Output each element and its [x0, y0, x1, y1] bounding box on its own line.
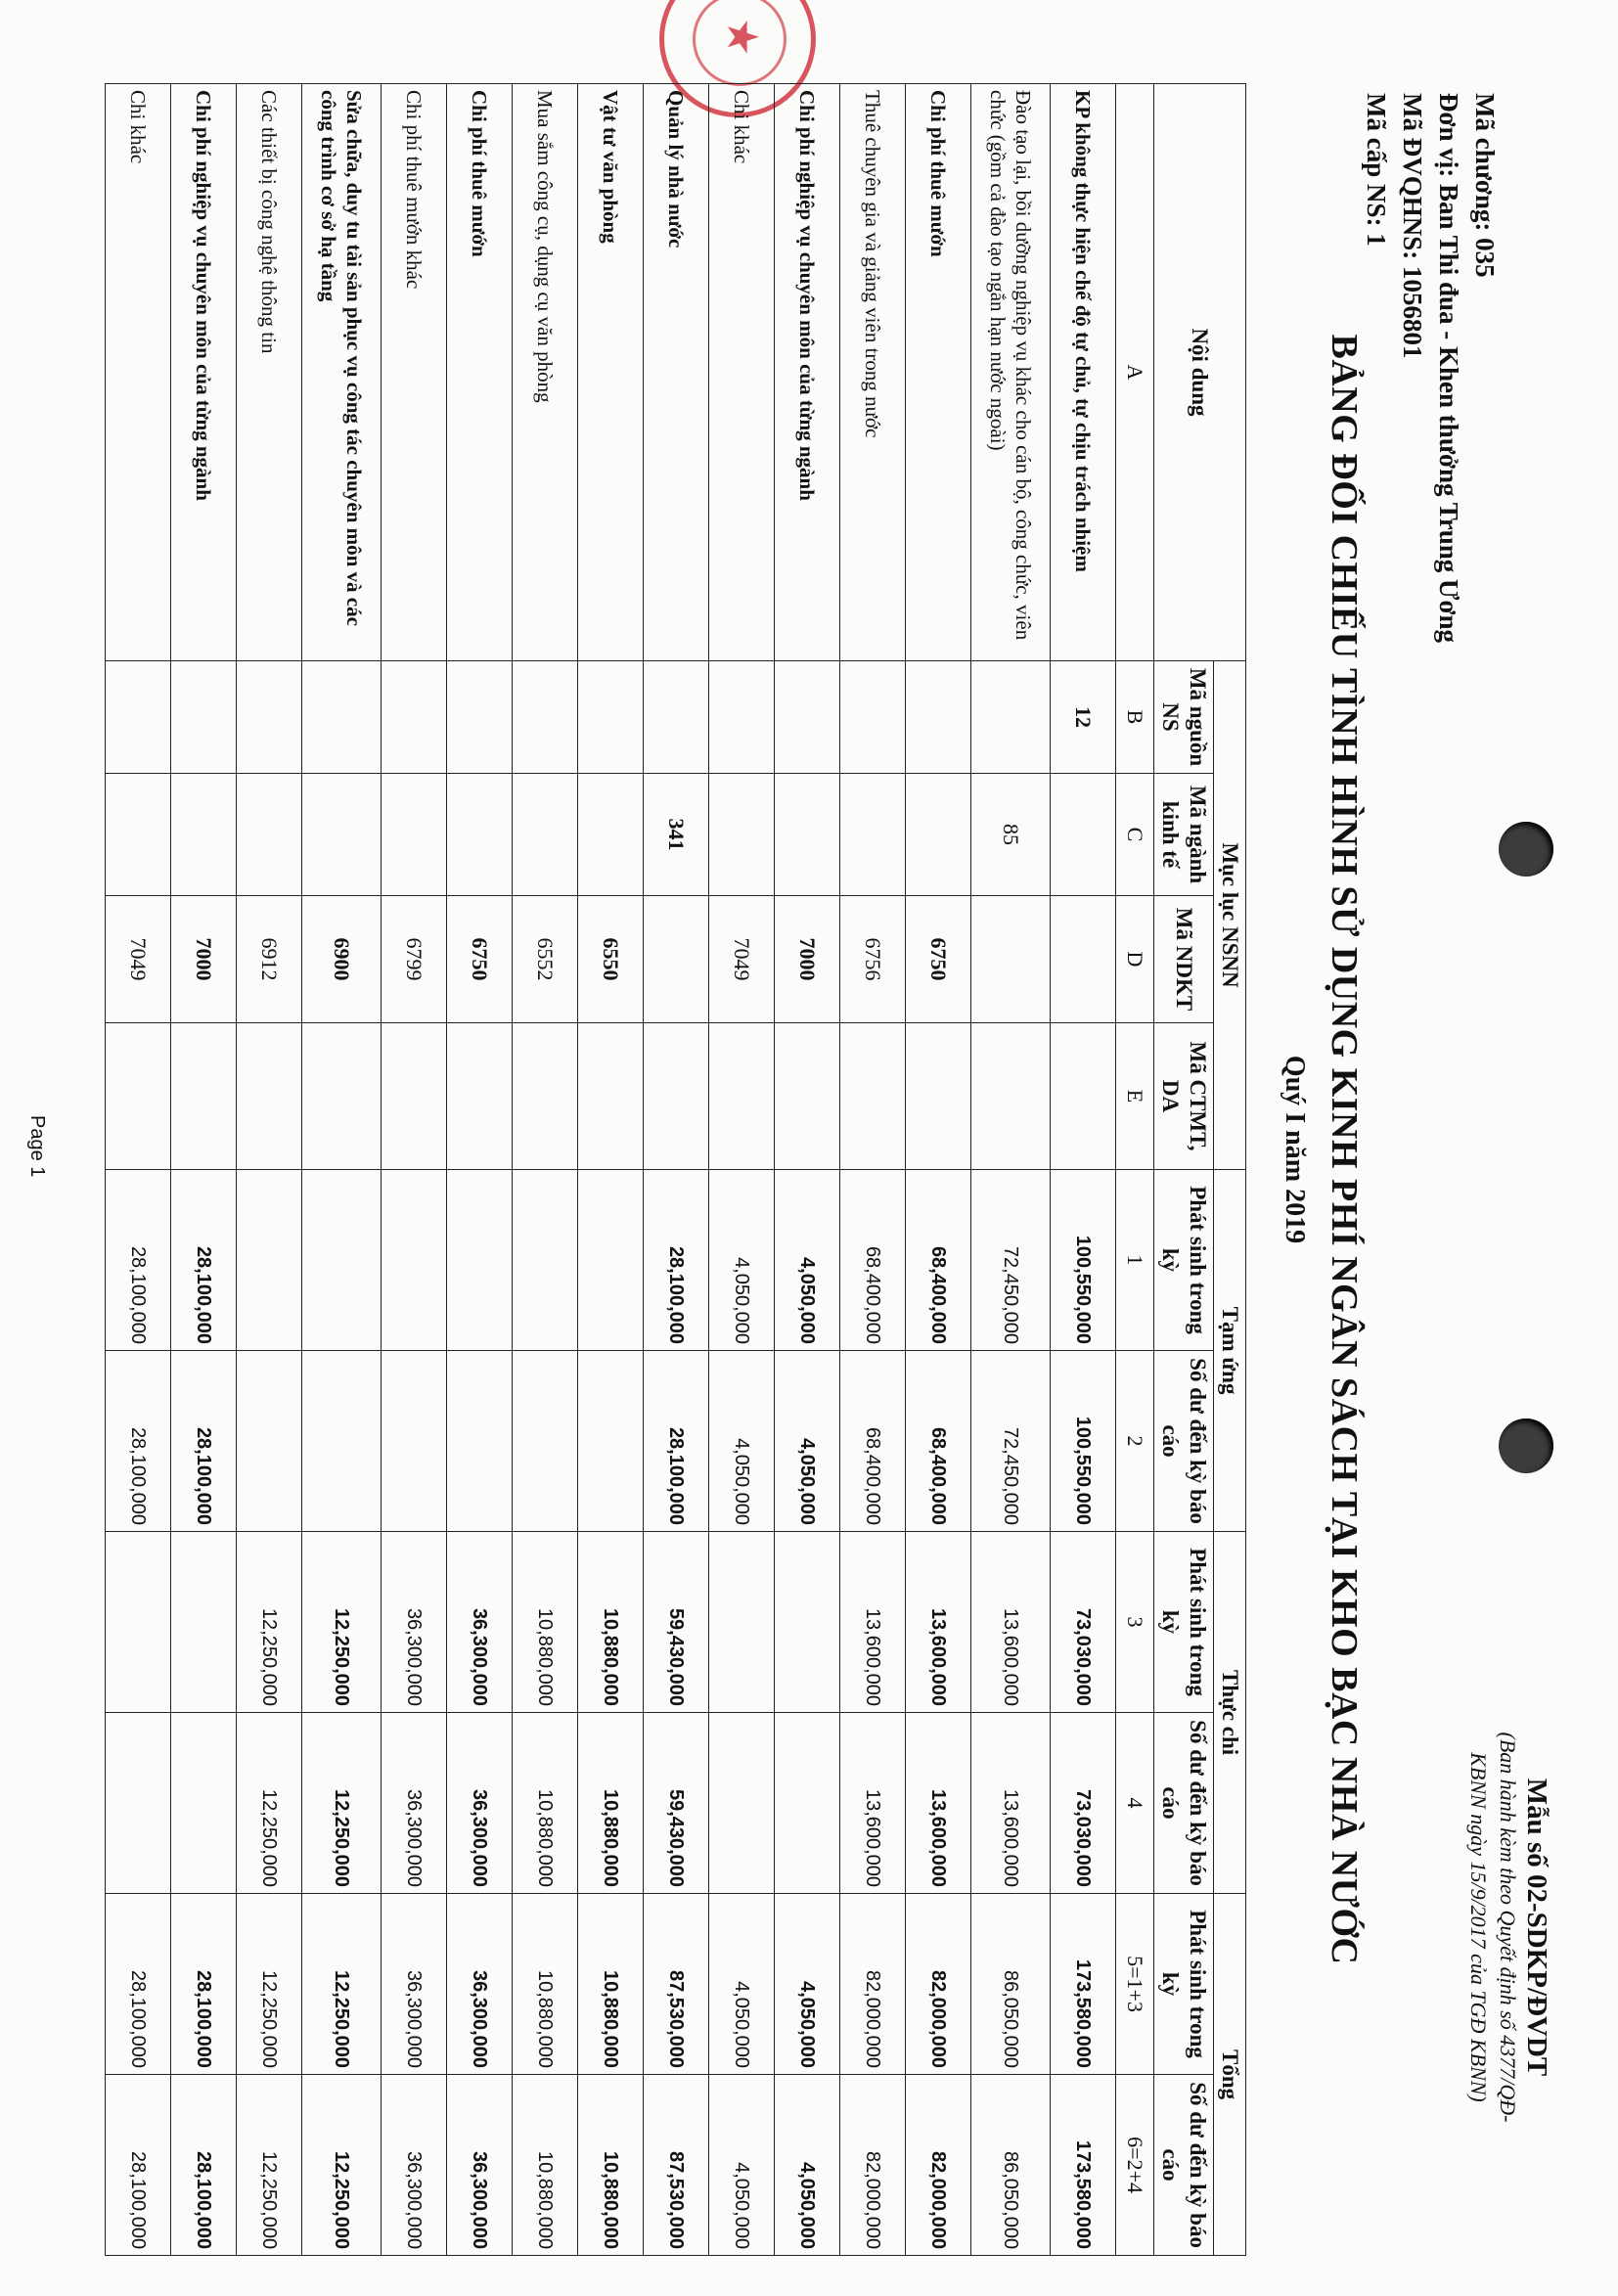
row-total-balance: 28,100,000 [171, 2075, 237, 2256]
row-actual-balance: 59,430,000 [644, 1713, 709, 1894]
row-actual-arising: 10,880,000 [513, 1532, 578, 1713]
row-program-code [840, 1023, 906, 1170]
form-reference [1463, 1604, 1551, 2250]
row-advance-arising [382, 1170, 447, 1351]
header-total: Tổng [1214, 1894, 1246, 2256]
header-actual: Thực chi [1214, 1532, 1246, 1894]
row-ndkt-code: 7049 [709, 896, 775, 1023]
table-row [644, 84, 709, 2256]
index-cell: 4 [1116, 1713, 1154, 1894]
row-program-code [709, 1023, 775, 1170]
row-sector-code [1051, 774, 1116, 896]
budget-unit-code: Mã ĐVQHNS: 1056801 [1398, 93, 1427, 359]
header-budget-catalog: Mục lục NSNN [1214, 661, 1246, 1170]
header-source-code: Mã nguồn NS [1154, 661, 1214, 774]
row-sector-code [382, 774, 447, 896]
row-program-code [513, 1023, 578, 1170]
row-ndkt-code: 6750 [447, 896, 513, 1023]
row-content: Thuê chuyên gia và giảng viên trong nước [840, 84, 906, 661]
row-advance-arising: 68,400,000 [906, 1170, 971, 1351]
form-note-line1: (Ban hành kèm theo Quyết định số 4377/QĐ- [1496, 1732, 1520, 2123]
row-source-code [171, 661, 237, 774]
row-total-arising: 4,050,000 [775, 1894, 840, 2075]
table-row [382, 84, 447, 2256]
row-total-arising: 36,300,000 [382, 1894, 447, 2075]
row-content: Mua sắm công cụ, dụng cụ văn phòng [513, 84, 578, 661]
row-advance-balance: 28,100,000 [106, 1351, 171, 1532]
row-program-code [775, 1023, 840, 1170]
header-advance-balance: Số dư đến kỳ báo cáo [1154, 1351, 1214, 1532]
header-content: Nội dung [1154, 84, 1246, 661]
row-source-code [302, 661, 382, 774]
row-advance-balance [382, 1351, 447, 1532]
row-sector-code [447, 774, 513, 896]
row-total-balance: 87,530,000 [644, 2075, 709, 2256]
table-row [840, 84, 906, 2256]
row-source-code [644, 661, 709, 774]
row-advance-arising: 100,550,000 [1051, 1170, 1116, 1351]
row-total-arising: 12,250,000 [237, 1894, 302, 2075]
row-advance-balance: 68,400,000 [906, 1351, 971, 1532]
row-total-balance: 4,050,000 [775, 2075, 840, 2256]
row-sector-code [106, 774, 171, 896]
row-actual-balance: 73,030,000 [1051, 1713, 1116, 1894]
row-total-balance: 173,580,000 [1051, 2075, 1116, 2256]
row-total-balance: 10,880,000 [513, 2075, 578, 2256]
row-program-code [644, 1023, 709, 1170]
table-row [1051, 84, 1116, 2256]
row-advance-arising: 28,100,000 [171, 1170, 237, 1351]
row-content: Các thiết bị công nghệ thông tin [237, 84, 302, 661]
row-ndkt-code: 7000 [775, 896, 840, 1023]
row-advance-balance [578, 1351, 644, 1532]
row-program-code [906, 1023, 971, 1170]
header-actual-balance: Số dư đến kỳ báo cáo [1154, 1713, 1214, 1894]
row-program-code [1051, 1023, 1116, 1170]
row-actual-balance: 36,300,000 [382, 1713, 447, 1894]
row-advance-balance: 4,050,000 [709, 1351, 775, 1532]
row-sector-code [775, 774, 840, 896]
row-sector-code: 341 [644, 774, 709, 896]
table-row [513, 84, 578, 2256]
row-sector-code [237, 774, 302, 896]
row-actual-balance: 10,880,000 [578, 1713, 644, 1894]
unit-name: Đơn vị: Ban Thi đua - Khen thưởng Trung Ương [1434, 93, 1463, 643]
row-source-code [906, 661, 971, 774]
row-advance-arising: 28,100,000 [644, 1170, 709, 1351]
row-ndkt-code: 6912 [237, 896, 302, 1023]
row-advance-balance: 72,450,000 [971, 1351, 1051, 1532]
row-actual-arising [106, 1532, 171, 1713]
row-advance-balance [302, 1351, 382, 1532]
row-actual-arising: 10,880,000 [578, 1532, 644, 1713]
form-note-line2: KBNN ngày 15/9/2017 của TGĐ KBNN) [1466, 1752, 1491, 2102]
row-source-code [513, 661, 578, 774]
row-content: Quản lý nhà nước [644, 84, 709, 661]
row-advance-arising: 4,050,000 [775, 1170, 840, 1351]
row-advance-arising: 28,100,000 [106, 1170, 171, 1351]
row-actual-balance [171, 1713, 237, 1894]
row-actual-balance [775, 1713, 840, 1894]
row-sector-code [171, 774, 237, 896]
row-program-code [237, 1023, 302, 1170]
header-advance-arising: Phát sinh trong kỳ [1154, 1170, 1214, 1351]
row-content: Chi khác [106, 84, 171, 661]
row-total-balance: 28,100,000 [106, 2075, 171, 2256]
table-row [302, 84, 382, 2256]
table-row [171, 84, 237, 2256]
document-title: BẢNG ĐỐI CHIẾU TÌNH HÌNH SỬ DỤNG KINH PHÍ NGÂN SÁCH TẠI KHO BẠC NHÀ NƯỚC [1324, 334, 1365, 1965]
row-advance-balance: 68,400,000 [840, 1351, 906, 1532]
header-sector-code: Mã ngành kinh tế [1154, 774, 1214, 896]
table-row [906, 84, 971, 2256]
index-cell: 5=1+3 [1116, 1894, 1154, 2075]
index-cell: E [1116, 1023, 1154, 1170]
row-program-code [578, 1023, 644, 1170]
header-info [1358, 93, 1503, 643]
row-ndkt-code: 7049 [106, 896, 171, 1023]
index-cell: 6=2+4 [1116, 2075, 1154, 2256]
row-content: Đào tạo lại, bồi dưỡng nghiệp vụ khác cho cán bộ, công chức, viên chức (gồm cả đào tạo ngắn hạn nước ngoài) [971, 84, 1051, 661]
row-sector-code [840, 774, 906, 896]
table-row [578, 84, 644, 2256]
row-ndkt-code: 6550 [578, 896, 644, 1023]
row-total-arising: 28,100,000 [171, 1894, 237, 2075]
row-actual-balance: 12,250,000 [237, 1713, 302, 1894]
row-actual-balance: 13,600,000 [840, 1713, 906, 1894]
row-content: Sửa chữa, duy tu tài sản phục vụ công tác chuyên môn và các công trình cơ sở hạ tầng [302, 84, 382, 661]
punch-hole [1499, 1418, 1553, 1473]
header-total-arising: Phát sinh trong kỳ [1154, 1894, 1214, 2075]
row-actual-balance [106, 1713, 171, 1894]
row-total-arising: 87,530,000 [644, 1894, 709, 2075]
row-actual-balance [709, 1713, 775, 1894]
row-source-code [578, 661, 644, 774]
index-cell: 2 [1116, 1351, 1154, 1532]
index-row [1116, 84, 1154, 2256]
row-content: Chi khác [709, 84, 775, 661]
row-program-code [382, 1023, 447, 1170]
row-actual-arising: 12,250,000 [237, 1532, 302, 1713]
page-label: Page 1 [26, 1115, 48, 1178]
row-total-arising: 10,880,000 [513, 1894, 578, 2075]
index-cell: A [1116, 84, 1154, 661]
row-sector-code [578, 774, 644, 896]
row-sector-code [906, 774, 971, 896]
row-advance-arising: 72,450,000 [971, 1170, 1051, 1351]
row-content: KP không thực hiện chế độ tự chủ, tự chịu trách nhiệm [1051, 84, 1116, 661]
row-actual-arising: 13,600,000 [906, 1532, 971, 1713]
row-actual-balance: 13,600,000 [906, 1713, 971, 1894]
row-sector-code [709, 774, 775, 896]
row-total-balance: 82,000,000 [840, 2075, 906, 2256]
row-source-code: 12 [1051, 661, 1116, 774]
row-source-code [775, 661, 840, 774]
row-source-code [840, 661, 906, 774]
row-actual-arising: 12,250,000 [302, 1532, 382, 1713]
row-advance-balance [513, 1351, 578, 1532]
header-program-code: Mã CTMT, DA [1154, 1023, 1214, 1170]
row-advance-balance: 28,100,000 [644, 1351, 709, 1532]
row-content: Chi phí nghiệp vụ chuyên môn của từng ngành [775, 84, 840, 661]
row-total-arising: 10,880,000 [578, 1894, 644, 2075]
row-ndkt-code [971, 896, 1051, 1023]
header-ndkt-code: Mã NDKT [1154, 896, 1214, 1023]
seal-star-icon: ★ [718, 18, 766, 57]
row-program-code [302, 1023, 382, 1170]
index-cell: D [1116, 896, 1154, 1023]
row-advance-balance: 28,100,000 [171, 1351, 237, 1532]
table-row [709, 84, 775, 2256]
row-actual-arising: 13,600,000 [971, 1532, 1051, 1713]
row-ndkt-code [1051, 896, 1116, 1023]
row-content: Chi phí thuê mướn [906, 84, 971, 661]
table-row [106, 84, 171, 2256]
row-total-arising: 86,050,000 [971, 1894, 1051, 2075]
row-actual-balance: 13,600,000 [971, 1713, 1051, 1894]
punch-hole [1499, 822, 1553, 877]
row-ndkt-code: 6756 [840, 896, 906, 1023]
header-advance: Tạm ứng [1214, 1170, 1246, 1532]
row-source-code [709, 661, 775, 774]
row-advance-arising [447, 1170, 513, 1351]
row-actual-arising: 59,430,000 [644, 1532, 709, 1713]
row-source-code [447, 661, 513, 774]
row-total-balance: 12,250,000 [302, 2075, 382, 2256]
row-advance-balance: 100,550,000 [1051, 1351, 1116, 1532]
table-row [237, 84, 302, 2256]
row-content: Chi phí thuê mướn khác [382, 84, 447, 661]
table-row [775, 84, 840, 2256]
row-advance-balance [237, 1351, 302, 1532]
row-program-code [447, 1023, 513, 1170]
index-cell: C [1116, 774, 1154, 896]
row-advance-balance: 4,050,000 [775, 1351, 840, 1532]
row-advance-arising: 68,400,000 [840, 1170, 906, 1351]
row-actual-arising: 73,030,000 [1051, 1532, 1116, 1713]
row-total-arising: 82,000,000 [906, 1894, 971, 2075]
document-subtitle: Quý I năm 2019 [1280, 1055, 1310, 1244]
row-total-arising: 173,580,000 [1051, 1894, 1116, 2075]
reconciliation-table [105, 83, 1246, 2256]
header-actual-arising: Phát sinh trong kỳ [1154, 1532, 1214, 1713]
row-program-code [971, 1023, 1051, 1170]
index-cell: 3 [1116, 1532, 1154, 1713]
index-cell: B [1116, 661, 1154, 774]
row-actual-arising [775, 1532, 840, 1713]
header-total-balance: Số dư đến kỳ báo cáo [1154, 2075, 1214, 2256]
row-source-code [106, 661, 171, 774]
row-ndkt-code: 6900 [302, 896, 382, 1023]
row-ndkt-code: 6799 [382, 896, 447, 1023]
row-actual-arising: 13,600,000 [840, 1532, 906, 1713]
row-actual-balance: 12,250,000 [302, 1713, 382, 1894]
row-total-balance: 10,880,000 [578, 2075, 644, 2256]
index-cell: 1 [1116, 1170, 1154, 1351]
row-ndkt-code: 6552 [513, 896, 578, 1023]
row-ndkt-code [644, 896, 709, 1023]
row-source-code [237, 661, 302, 774]
row-content: Vật tư văn phòng [578, 84, 644, 661]
row-ndkt-code: 6750 [906, 896, 971, 1023]
row-content: Chi phí nghiệp vụ chuyên môn của từng ngành [171, 84, 237, 661]
row-actual-arising: 36,300,000 [447, 1532, 513, 1713]
row-sector-code: 85 [971, 774, 1051, 896]
table-row [971, 84, 1051, 2256]
table-row [447, 84, 513, 2256]
row-actual-arising [171, 1532, 237, 1713]
row-total-balance: 12,250,000 [237, 2075, 302, 2256]
row-total-balance: 82,000,000 [906, 2075, 971, 2256]
form-number: Mẫu số 02-SDKP/ĐVDT [1521, 1778, 1552, 2077]
row-advance-arising [513, 1170, 578, 1351]
row-total-arising: 82,000,000 [840, 1894, 906, 2075]
row-advance-balance [447, 1351, 513, 1532]
row-ndkt-code: 7000 [171, 896, 237, 1023]
row-program-code [171, 1023, 237, 1170]
row-total-arising: 36,300,000 [447, 1894, 513, 2075]
row-total-arising: 4,050,000 [709, 1894, 775, 2075]
row-total-arising: 12,250,000 [302, 1894, 382, 2075]
row-program-code [106, 1023, 171, 1170]
row-source-code [971, 661, 1051, 774]
row-advance-arising [302, 1170, 382, 1351]
row-total-balance: 36,300,000 [382, 2075, 447, 2256]
row-total-balance: 86,050,000 [971, 2075, 1051, 2256]
row-sector-code [302, 774, 382, 896]
row-content: Chi phí thuê mướn [447, 84, 513, 661]
row-actual-arising: 36,300,000 [382, 1532, 447, 1713]
row-source-code [382, 661, 447, 774]
row-advance-arising [237, 1170, 302, 1351]
row-total-arising: 28,100,000 [106, 1894, 171, 2075]
row-actual-balance: 36,300,000 [447, 1713, 513, 1894]
row-sector-code [513, 774, 578, 896]
row-actual-arising [709, 1532, 775, 1713]
row-advance-arising [578, 1170, 644, 1351]
chapter-code: Mã chương: 035 [1470, 93, 1500, 278]
budget-level: Mã cấp NS: 1 [1362, 93, 1391, 247]
row-total-balance: 4,050,000 [709, 2075, 775, 2256]
row-advance-arising: 4,050,000 [709, 1170, 775, 1351]
row-total-balance: 36,300,000 [447, 2075, 513, 2256]
row-actual-balance: 10,880,000 [513, 1713, 578, 1894]
